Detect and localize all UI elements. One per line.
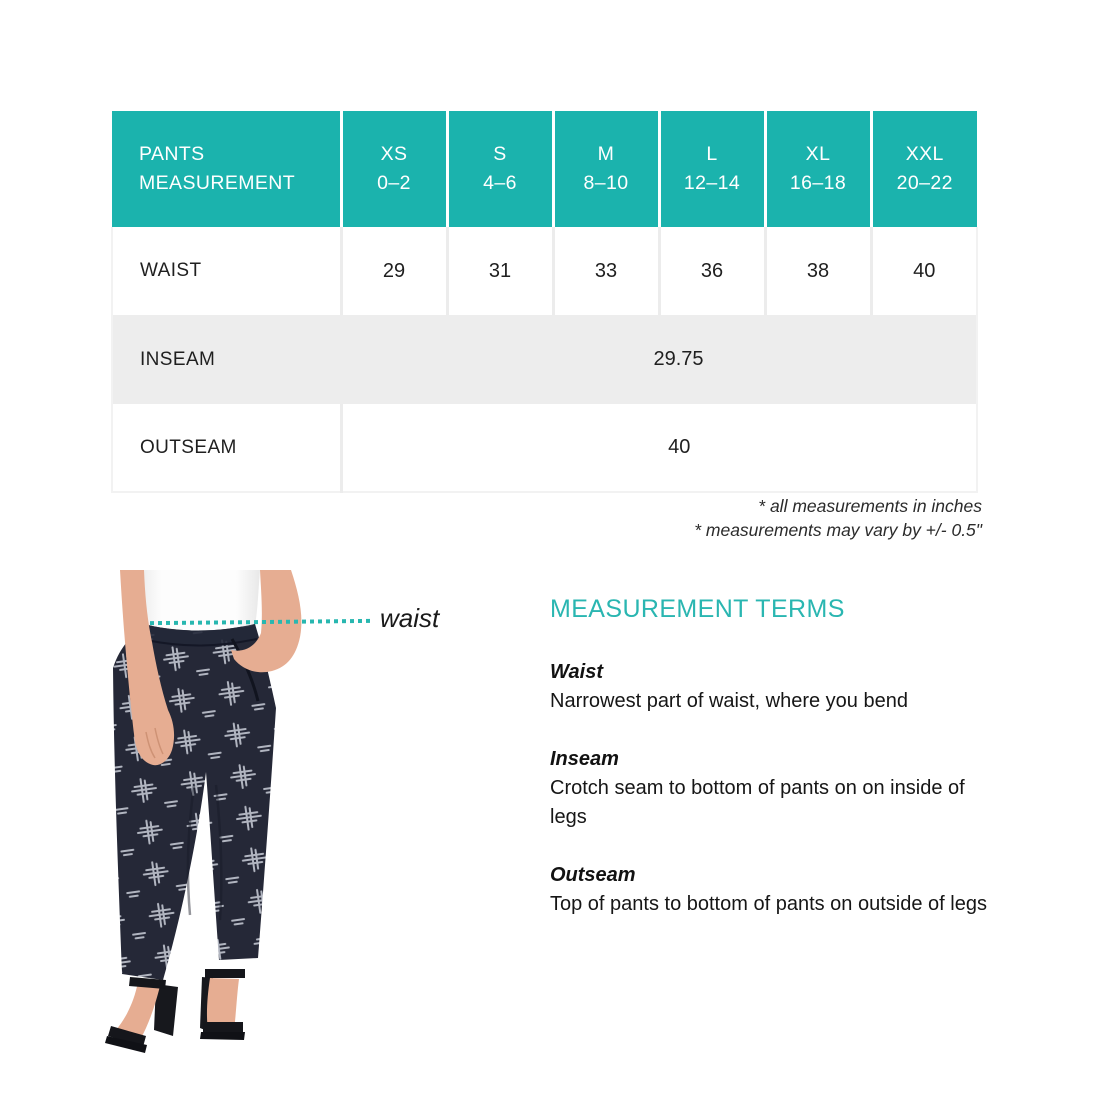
header-cell-size-xxl: [871, 111, 977, 227]
term-definition-inseam: Crotch seam to bottom of pants on on inside of legs: [550, 777, 965, 828]
term-name-outseam: Outseam: [550, 864, 636, 886]
waist-value-xs: 29: [341, 227, 447, 315]
term-block-waist: [550, 658, 996, 716]
table-row-inseam: [112, 315, 977, 404]
size-chart-table: [111, 111, 978, 493]
size-range-xl: 16–18: [789, 172, 847, 194]
header-cell-size-l: [659, 111, 765, 227]
size-range-l: 12–14: [683, 172, 741, 194]
header-cell-size-xs: [341, 111, 447, 227]
header-cell-size-xl: [765, 111, 871, 227]
waist-annotation-label: waist: [380, 603, 440, 633]
term-definition-outseam: Top of pants to bottom of pants on outside of legs: [550, 893, 987, 915]
header-cell-size-m: [553, 111, 659, 227]
footnote-all-inches: * all measurements in inches: [758, 496, 982, 516]
table-row-waist: [112, 227, 977, 315]
row-label-inseam: INSEAM: [112, 315, 341, 404]
measurement-terms-heading: MEASUREMENT TERMS: [550, 595, 845, 623]
term-name-waist: Waist: [550, 661, 603, 683]
header-cell-size-s: [447, 111, 553, 227]
table-row-outseam: [112, 404, 977, 492]
size-label-xl: XL: [805, 143, 831, 165]
size-label-xs: XS: [380, 143, 408, 165]
size-range-m: 8–10: [583, 172, 629, 194]
term-definition-waist: Narrowest part of waist, where you bend: [550, 690, 908, 712]
header-cell-pants-measurement: [112, 111, 341, 227]
model-photo-illustration: [98, 570, 312, 1058]
waist-value-l: 36: [659, 227, 765, 315]
inseam-merged-value: 29.75: [341, 315, 977, 404]
table-header-row: [112, 111, 977, 227]
header-title-line1: PANTS: [139, 143, 205, 165]
row-label-outseam: OUTSEAM: [112, 404, 341, 492]
right-toe-strap: [203, 1022, 243, 1033]
size-label-xxl: XXL: [905, 143, 944, 165]
waist-value-m: 33: [553, 227, 659, 315]
size-range-s: 4–6: [483, 172, 517, 194]
waist-value-s: 31: [447, 227, 553, 315]
size-label-s: S: [493, 143, 507, 165]
right-ankle-strap: [205, 969, 245, 978]
waist-value-xxl: 40: [871, 227, 977, 315]
outseam-merged-value: 40: [341, 404, 977, 492]
term-block-inseam: [550, 745, 996, 832]
size-chart: [111, 111, 977, 493]
right-sole: [200, 1032, 245, 1040]
footnote-variance: * measurements may vary by +/- 0.5": [694, 520, 982, 540]
size-range-xxl: 20–22: [896, 172, 953, 194]
measurement-terms-section: [550, 594, 996, 919]
term-block-outseam: [550, 861, 996, 919]
term-name-inseam: Inseam: [550, 748, 619, 770]
size-label-m: M: [597, 143, 615, 165]
header-title-line2: MEASUREMENT: [139, 172, 296, 194]
size-label-l: L: [706, 143, 718, 165]
row-label-waist: WAIST: [112, 227, 341, 315]
waist-value-xl: 38: [765, 227, 871, 315]
model-figure-svg: [98, 570, 312, 1058]
size-range-xs: 0–2: [377, 172, 411, 194]
table-footnotes: [111, 494, 982, 542]
